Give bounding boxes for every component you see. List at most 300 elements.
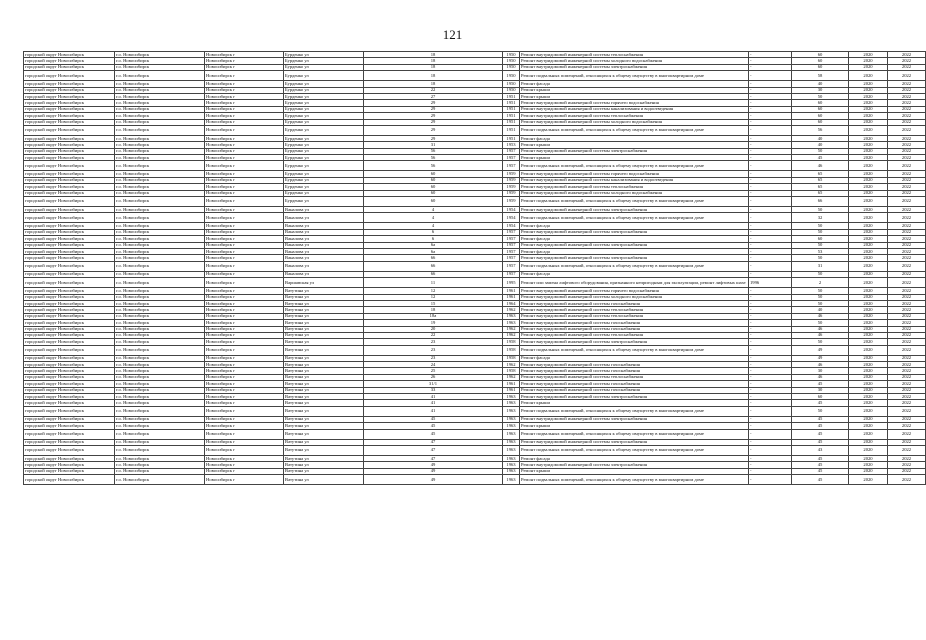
city-cell: Новосибирск г	[205, 52, 284, 58]
start-year-cell: 2020	[849, 368, 888, 374]
house-number-cell: 6а	[364, 248, 503, 254]
wear-percent-cell: 45	[792, 423, 849, 429]
work-type-cell: Ремонт фасада	[520, 248, 749, 254]
municipality-cell: городской округ Новосибирск	[24, 125, 115, 135]
street-cell: Ватутина ул	[284, 400, 364, 406]
wear-percent-cell: 50	[792, 223, 849, 229]
end-year-cell: 2022	[888, 468, 926, 474]
municipality-cell: городской округ Новосибирск	[24, 475, 115, 485]
municipality-cell: городской округ Новосибирск	[24, 394, 115, 400]
wear-percent-cell: 60	[792, 52, 849, 58]
city-cell: Новосибирск г	[205, 207, 284, 213]
district-cell: г.о. Новосибирск	[115, 52, 205, 58]
wear-percent-cell: 46	[792, 362, 849, 368]
lift-year-cell: -	[749, 313, 792, 319]
street-cell: Бурденко ул	[284, 155, 364, 161]
street-cell: Бурденко ул	[284, 161, 364, 171]
start-year-cell: 2020	[849, 362, 888, 368]
municipality-cell: городской округ Новосибирск	[24, 142, 115, 148]
lift-year-cell: -	[749, 223, 792, 229]
house-number-cell: 31/1	[364, 381, 503, 387]
wear-percent-cell: 65	[792, 190, 849, 196]
work-type-cell: Ремонт крыши	[520, 468, 749, 474]
house-number-cell: 41	[364, 406, 503, 416]
lift-year-cell: -	[749, 171, 792, 177]
end-year-cell: 2022	[888, 113, 926, 119]
municipality-cell: городской округ Новосибирск	[24, 320, 115, 326]
district-cell: г.о. Новосибирск	[115, 355, 205, 361]
work-type-cell: Ремонт внутридомовой инженерной системы газоснабжения	[520, 320, 749, 326]
wear-percent-cell: 46	[792, 332, 849, 338]
start-year-cell: 2020	[849, 387, 888, 393]
end-year-cell: 2022	[888, 64, 926, 70]
street-cell: Ватутина ул	[284, 339, 364, 345]
work-type-cell: Ремонт внутридомовой инженерной системы газоснабжения	[520, 300, 749, 306]
district-cell: г.о. Новосибирск	[115, 288, 205, 294]
city-cell: Новосибирск г	[205, 455, 284, 461]
municipality-cell: городской округ Новосибирск	[24, 223, 115, 229]
municipality-cell: городской округ Новосибирск	[24, 368, 115, 374]
house-number-cell: 22	[364, 87, 503, 93]
work-type-cell: Ремонт внутридомовой инженерной системы электроснабжения	[520, 207, 749, 213]
district-cell: г.о. Новосибирск	[115, 148, 205, 154]
end-year-cell: 2022	[888, 313, 926, 319]
municipality-cell: городской округ Новосибирск	[24, 81, 115, 87]
lift-year-cell: -	[749, 339, 792, 345]
end-year-cell: 2022	[888, 190, 926, 196]
repair-schedule-table-container	[23, 51, 912, 485]
city-cell: Новосибирск г	[205, 161, 284, 171]
house-number-cell: 45	[364, 416, 503, 422]
work-type-cell: Ремонт внутридомовой инженерной системы канализования и водоотведения	[520, 177, 749, 183]
street-cell: Ватутина ул	[284, 475, 364, 485]
start-year-cell: 2020	[849, 261, 888, 271]
build-year-cell: 1963	[503, 462, 520, 468]
city-cell: Новосибирск г	[205, 236, 284, 242]
house-number-cell: 18	[364, 52, 503, 58]
build-year-cell: 1954	[503, 223, 520, 229]
build-year-cell: 1962	[503, 374, 520, 380]
work-type-cell: Ремонт внутридомовой инженерной системы газоснабжения	[520, 362, 749, 368]
lift-year-cell: -	[749, 119, 792, 125]
build-year-cell: 1959	[503, 184, 520, 190]
city-cell: Новосибирск г	[205, 278, 284, 288]
municipality-cell: городской округ Новосибирск	[24, 288, 115, 294]
house-number-cell: 49	[364, 468, 503, 474]
start-year-cell: 2020	[849, 455, 888, 461]
city-cell: Новосибирск г	[205, 313, 284, 319]
street-cell: Ватутина ул	[284, 345, 364, 355]
start-year-cell: 2020	[849, 294, 888, 300]
street-cell: Бурденко ул	[284, 64, 364, 70]
end-year-cell: 2022	[888, 71, 926, 81]
build-year-cell: 1950	[503, 58, 520, 64]
street-cell: Бурденко ул	[284, 125, 364, 135]
lift-year-cell: -	[749, 387, 792, 393]
build-year-cell: 1963	[503, 313, 520, 319]
city-cell: Новосибирск г	[205, 300, 284, 306]
start-year-cell: 2020	[849, 81, 888, 87]
build-year-cell: 1963	[503, 439, 520, 445]
work-type-cell: Ремонт подвальных помещений, относящихся к общему имуществу в многоквартирном доме	[520, 475, 749, 485]
lift-year-cell: -	[749, 248, 792, 254]
city-cell: Новосибирск г	[205, 355, 284, 361]
work-type-cell: Ремонт подвальных помещений, относящихся к общему имуществу в многоквартирном доме	[520, 429, 749, 439]
municipality-cell: городской округ Новосибирск	[24, 294, 115, 300]
work-type-cell: Ремонт крыши	[520, 93, 749, 99]
district-cell: г.о. Новосибирск	[115, 320, 205, 326]
end-year-cell: 2022	[888, 455, 926, 461]
lift-year-cell: 1996	[749, 278, 792, 288]
street-cell: Бурденко ул	[284, 71, 364, 81]
street-cell: Ватутина ул	[284, 406, 364, 416]
work-type-cell: Ремонт подвальных помещений, относящихся к общему имуществу в многоквартирном доме	[520, 261, 749, 271]
district-cell: г.о. Новосибирск	[115, 71, 205, 81]
work-type-cell: Ремонт фасада	[520, 355, 749, 361]
work-type-cell: Ремонт или замена лифтового оборудования, признанного непригодным для эксплуатации, ремонт лифтовых шахт	[520, 278, 749, 288]
street-cell: Бурденко ул	[284, 87, 364, 93]
work-type-cell: Ремонт внутридомовой инженерной системы теплоснабжения	[520, 307, 749, 313]
build-year-cell: 1951	[503, 100, 520, 106]
end-year-cell: 2022	[888, 197, 926, 207]
start-year-cell: 2020	[849, 406, 888, 416]
end-year-cell: 2022	[888, 439, 926, 445]
lift-year-cell: -	[749, 87, 792, 93]
end-year-cell: 2022	[888, 462, 926, 468]
city-cell: Новосибирск г	[205, 177, 284, 183]
lift-year-cell: -	[749, 229, 792, 235]
street-cell: Ватутина ул	[284, 462, 364, 468]
build-year-cell: 1963	[503, 455, 520, 461]
wear-percent-cell: 40	[792, 135, 849, 141]
start-year-cell: 2020	[849, 271, 888, 277]
municipality-cell: городской округ Новосибирск	[24, 242, 115, 248]
start-year-cell: 2020	[849, 462, 888, 468]
street-cell: Ватутина ул	[284, 439, 364, 445]
house-number-cell: 18	[364, 71, 503, 81]
district-cell: г.о. Новосибирск	[115, 455, 205, 461]
build-year-cell: 1959	[503, 197, 520, 207]
district-cell: г.о. Новосибирск	[115, 416, 205, 422]
house-number-cell: 47	[364, 445, 503, 455]
build-year-cell: 1951	[503, 135, 520, 141]
wear-percent-cell: 60	[792, 236, 849, 242]
street-cell: Ватутина ул	[284, 394, 364, 400]
street-cell: Ватутина ул	[284, 288, 364, 294]
end-year-cell: 2022	[888, 177, 926, 183]
district-cell: г.о. Новосибирск	[115, 278, 205, 288]
city-cell: Новосибирск г	[205, 307, 284, 313]
build-year-cell: 1959	[503, 177, 520, 183]
municipality-cell: городской округ Новосибирск	[24, 106, 115, 112]
lift-year-cell: -	[749, 326, 792, 332]
district-cell: г.о. Новосибирск	[115, 125, 205, 135]
table-row	[24, 213, 926, 223]
build-year-cell: 1962	[503, 307, 520, 313]
work-type-cell: Ремонт фасада	[520, 135, 749, 141]
work-type-cell: Ремонт внутридомовой инженерной системы газоснабжения	[520, 368, 749, 374]
city-cell: Новосибирск г	[205, 106, 284, 112]
build-year-cell: 1958	[503, 339, 520, 345]
city-cell: Новосибирск г	[205, 439, 284, 445]
start-year-cell: 2020	[849, 155, 888, 161]
lift-year-cell: -	[749, 394, 792, 400]
end-year-cell: 2022	[888, 135, 926, 141]
start-year-cell: 2020	[849, 381, 888, 387]
house-number-cell: 19	[364, 320, 503, 326]
municipality-cell: городской округ Новосибирск	[24, 468, 115, 474]
house-number-cell: 33	[364, 387, 503, 393]
street-cell: Бурденко ул	[284, 52, 364, 58]
district-cell: г.о. Новосибирск	[115, 135, 205, 141]
wear-percent-cell: 45	[792, 462, 849, 468]
lift-year-cell: -	[749, 271, 792, 277]
street-cell: Ваналова ул	[284, 242, 364, 248]
wear-percent-cell: 50	[792, 294, 849, 300]
street-cell: Ватутина ул	[284, 368, 364, 374]
lift-year-cell: -	[749, 423, 792, 429]
start-year-cell: 2020	[849, 468, 888, 474]
municipality-cell: городской округ Новосибирск	[24, 362, 115, 368]
build-year-cell: 1964	[503, 300, 520, 306]
city-cell: Новосибирск г	[205, 400, 284, 406]
district-cell: г.о. Новосибирск	[115, 271, 205, 277]
table-row	[24, 475, 926, 485]
district-cell: г.о. Новосибирск	[115, 142, 205, 148]
municipality-cell: городской округ Новосибирск	[24, 229, 115, 235]
house-number-cell: 66	[364, 271, 503, 277]
build-year-cell: 1957	[503, 261, 520, 271]
wear-percent-cell: 45	[792, 400, 849, 406]
street-cell: Ватутина ул	[284, 455, 364, 461]
district-cell: г.о. Новосибирск	[115, 113, 205, 119]
lift-year-cell: -	[749, 64, 792, 70]
district-cell: г.о. Новосибирск	[115, 468, 205, 474]
build-year-cell: 1953	[503, 142, 520, 148]
work-type-cell: Ремонт подвальных помещений, относящихся к общему имуществу в многоквартирном доме	[520, 213, 749, 223]
house-number-cell: 66	[364, 261, 503, 271]
lift-year-cell: -	[749, 58, 792, 64]
lift-year-cell: -	[749, 113, 792, 119]
wear-percent-cell: 50	[792, 207, 849, 213]
city-cell: Новосибирск г	[205, 242, 284, 248]
end-year-cell: 2022	[888, 339, 926, 345]
house-number-cell: 41	[364, 400, 503, 406]
work-type-cell: Ремонт внутридомовой инженерной системы горячего водоснабжения	[520, 171, 749, 177]
house-number-cell: 66	[364, 255, 503, 261]
start-year-cell: 2020	[849, 278, 888, 288]
district-cell: г.о. Новосибирск	[115, 100, 205, 106]
district-cell: г.о. Новосибирск	[115, 248, 205, 254]
district-cell: г.о. Новосибирск	[115, 177, 205, 183]
house-number-cell: 49	[364, 475, 503, 485]
district-cell: г.о. Новосибирск	[115, 300, 205, 306]
lift-year-cell: -	[749, 439, 792, 445]
house-number-cell: 24	[364, 362, 503, 368]
work-type-cell: Ремонт подвальных помещений, относящихся к общему имуществу в многоквартирном доме	[520, 161, 749, 171]
build-year-cell: 1957	[503, 155, 520, 161]
municipality-cell: городской округ Новосибирск	[24, 87, 115, 93]
work-type-cell: Ремонт внутридомовой инженерной системы электроснабжения	[520, 229, 749, 235]
work-type-cell: Ремонт внутридомовой инженерной системы электроснабжения	[520, 148, 749, 154]
municipality-cell: городской округ Новосибирск	[24, 177, 115, 183]
city-cell: Новосибирск г	[205, 213, 284, 223]
house-number-cell: 18	[364, 307, 503, 313]
lift-year-cell: -	[749, 190, 792, 196]
municipality-cell: городской округ Новосибирск	[24, 423, 115, 429]
work-type-cell: Ремонт внутридомовой инженерной системы канализования и водоотведения	[520, 106, 749, 112]
repair-schedule-table	[23, 51, 926, 485]
municipality-cell: городской округ Новосибирск	[24, 207, 115, 213]
build-year-cell: 1963	[503, 400, 520, 406]
house-number-cell: 45	[364, 423, 503, 429]
wear-percent-cell: 66	[792, 197, 849, 207]
end-year-cell: 2022	[888, 320, 926, 326]
city-cell: Новосибирск г	[205, 261, 284, 271]
build-year-cell: 1957	[503, 248, 520, 254]
wear-percent-cell: 50	[792, 255, 849, 261]
district-cell: г.о. Новосибирск	[115, 406, 205, 416]
work-type-cell: Ремонт фасада	[520, 236, 749, 242]
street-cell: Бурденко ул	[284, 148, 364, 154]
street-cell: Ватутина ул	[284, 294, 364, 300]
lift-year-cell: -	[749, 400, 792, 406]
municipality-cell: городской округ Новосибирск	[24, 339, 115, 345]
house-number-cell: 60	[364, 197, 503, 207]
street-cell: Ватутина ул	[284, 374, 364, 380]
end-year-cell: 2022	[888, 207, 926, 213]
end-year-cell: 2022	[888, 161, 926, 171]
build-year-cell: 1963	[503, 394, 520, 400]
house-number-cell: 29	[364, 119, 503, 125]
wear-percent-cell: 50	[792, 406, 849, 416]
wear-percent-cell: 60	[792, 106, 849, 112]
end-year-cell: 2022	[888, 119, 926, 125]
end-year-cell: 2022	[888, 155, 926, 161]
table-row	[24, 445, 926, 455]
end-year-cell: 2022	[888, 87, 926, 93]
lift-year-cell: -	[749, 100, 792, 106]
municipality-cell: городской округ Новосибирск	[24, 332, 115, 338]
street-cell: Ватутина ул	[284, 381, 364, 387]
build-year-cell: 1958	[503, 368, 520, 374]
district-cell: г.о. Новосибирск	[115, 190, 205, 196]
start-year-cell: 2020	[849, 113, 888, 119]
end-year-cell: 2022	[888, 387, 926, 393]
lift-year-cell: -	[749, 142, 792, 148]
wear-percent-cell: 60	[792, 394, 849, 400]
municipality-cell: городской округ Новосибирск	[24, 271, 115, 277]
district-cell: г.о. Новосибирск	[115, 197, 205, 207]
street-cell: Ваналова ул	[284, 261, 364, 271]
lift-year-cell: -	[749, 148, 792, 154]
build-year-cell: 1951	[503, 106, 520, 112]
wear-percent-cell: 40	[792, 81, 849, 87]
city-cell: Новосибирск г	[205, 125, 284, 135]
municipality-cell: городской округ Новосибирск	[24, 171, 115, 177]
start-year-cell: 2020	[849, 300, 888, 306]
house-number-cell: 41	[364, 394, 503, 400]
start-year-cell: 2020	[849, 106, 888, 112]
wear-percent-cell: 45	[792, 429, 849, 439]
city-cell: Новосибирск г	[205, 93, 284, 99]
city-cell: Новосибирск г	[205, 135, 284, 141]
work-type-cell: Ремонт крыши	[520, 142, 749, 148]
district-cell: г.о. Новосибирск	[115, 374, 205, 380]
house-number-cell: 6	[364, 229, 503, 235]
house-number-cell: 12	[364, 288, 503, 294]
municipality-cell: городской округ Новосибирск	[24, 71, 115, 81]
end-year-cell: 2022	[888, 475, 926, 485]
municipality-cell: городской округ Новосибирск	[24, 197, 115, 207]
build-year-cell: 1957	[503, 161, 520, 171]
work-type-cell: Ремонт внутридомовой инженерной системы теплоснабжения	[520, 184, 749, 190]
lift-year-cell: -	[749, 345, 792, 355]
city-cell: Новосибирск г	[205, 142, 284, 148]
lift-year-cell: -	[749, 445, 792, 455]
build-year-cell: 1963	[503, 429, 520, 439]
work-type-cell: Ремонт крыши	[520, 155, 749, 161]
start-year-cell: 2020	[849, 248, 888, 254]
table-row	[24, 406, 926, 416]
house-number-cell: 12	[364, 294, 503, 300]
district-cell: г.о. Новосибирск	[115, 58, 205, 64]
street-cell: Ваналова ул	[284, 223, 364, 229]
table-row	[24, 125, 926, 135]
municipality-cell: городской округ Новосибирск	[24, 236, 115, 242]
lift-year-cell: -	[749, 93, 792, 99]
start-year-cell: 2020	[849, 326, 888, 332]
end-year-cell: 2022	[888, 271, 926, 277]
lift-year-cell: -	[749, 455, 792, 461]
city-cell: Новосибирск г	[205, 406, 284, 416]
lift-year-cell: -	[749, 362, 792, 368]
build-year-cell: 1995	[503, 278, 520, 288]
street-cell: Бурденко ул	[284, 142, 364, 148]
municipality-cell: городской округ Новосибирск	[24, 190, 115, 196]
start-year-cell: 2020	[849, 125, 888, 135]
district-cell: г.о. Новосибирск	[115, 184, 205, 190]
build-year-cell: 1950	[503, 64, 520, 70]
end-year-cell: 2022	[888, 416, 926, 422]
start-year-cell: 2020	[849, 71, 888, 81]
wear-percent-cell: 46	[792, 326, 849, 332]
house-number-cell: 45	[364, 429, 503, 439]
lift-year-cell: -	[749, 406, 792, 416]
street-cell: Бурденко ул	[284, 106, 364, 112]
municipality-cell: городской округ Новосибирск	[24, 381, 115, 387]
district-cell: г.о. Новосибирск	[115, 345, 205, 355]
lift-year-cell: -	[749, 255, 792, 261]
street-cell: Бурденко ул	[284, 135, 364, 141]
wear-percent-cell: 50	[792, 93, 849, 99]
house-number-cell: 18	[364, 58, 503, 64]
lift-year-cell: -	[749, 462, 792, 468]
district-cell: г.о. Новосибирск	[115, 475, 205, 485]
table-row	[24, 71, 926, 81]
build-year-cell: 1963	[503, 416, 520, 422]
street-cell: Ватутина ул	[284, 313, 364, 319]
lift-year-cell: -	[749, 106, 792, 112]
work-type-cell: Ремонт внутридомовой инженерной системы электроснабжения	[520, 462, 749, 468]
lift-year-cell: -	[749, 81, 792, 87]
wear-percent-cell: 2	[792, 278, 849, 288]
house-number-cell: 31	[364, 142, 503, 148]
district-cell: г.о. Новосибирск	[115, 307, 205, 313]
city-cell: Новосибирск г	[205, 462, 284, 468]
city-cell: Новосибирск г	[205, 475, 284, 485]
table-row	[24, 278, 926, 288]
